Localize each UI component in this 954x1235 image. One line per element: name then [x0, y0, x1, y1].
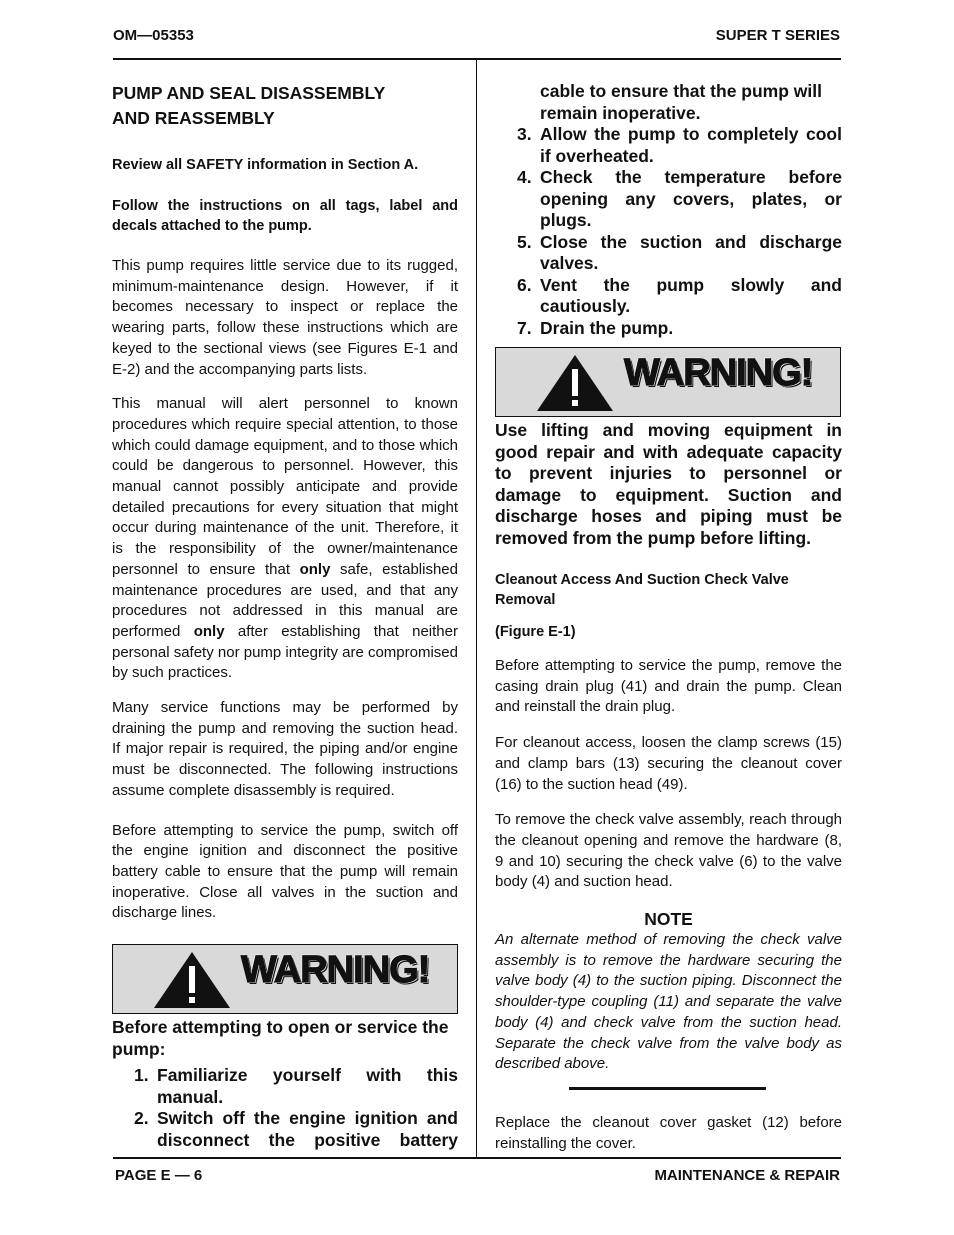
list-item [517, 232, 842, 275]
step-number: 1. [134, 1065, 149, 1086]
footer-rule [113, 1157, 841, 1159]
list-item [134, 1065, 458, 1108]
lifting-warning-text: Use lifting and moving equipment in good repair and with adequate capacity to prevent injuries to personnel or damage to equipment. Suction and discharge hoses and piping must be removed from the pump before lifting. [495, 420, 842, 548]
figure-reference: (Figure E-1) [495, 624, 576, 640]
step-number: 7. [517, 317, 532, 338]
step-number: 5. [517, 231, 532, 252]
warning-triangle-icon [536, 354, 614, 412]
step-2-continuation [495, 81, 842, 124]
chapter-title: MAINTENANCE & REPAIR [654, 1167, 840, 1184]
warning-banner-right [495, 347, 841, 417]
cleanout-paragraph: For cleanout access, loosen the clamp screws (15) and clamp bars (13) securing the cleanout cover (16) to the suction head (49). [495, 734, 842, 793]
warning-triangle-icon [153, 951, 231, 1009]
drain-paragraph: Before attempting to service the pump, remove the casing drain plug (41) and drain the pump. Clean and reinstall the drain plug. [495, 657, 842, 716]
note-end-rule [569, 1087, 766, 1090]
series-title: SUPER T SERIES [715, 27, 840, 44]
responsibility-paragraph [112, 394, 458, 684]
step-text: Familiarize yourself with this manual. [157, 1065, 458, 1107]
review-safety-note: Review all SAFETY information in Section A. [112, 157, 419, 173]
section-title-line-1: PUMP AND SEAL DISASSEMBLY [112, 83, 386, 103]
step-text: Close the suction and discharge valves. [540, 231, 842, 273]
responsibility-text-2: safe, established maintenance procedures are used, and that any procedures not addressed in this manual are performed [112, 560, 458, 640]
responsibility-text-3: after establishing that neither personal safety nor pump integrity are compromised by such practices. [112, 622, 458, 682]
step-number: 6. [517, 274, 532, 295]
right-column [495, 81, 842, 1154]
column-divider [476, 60, 477, 1157]
precaution-steps-right [517, 124, 842, 339]
follow-instructions-note: Follow the instructions on all tags, label and decals attached to the pump. [112, 198, 458, 234]
header-rule [113, 58, 841, 60]
step-number: 2. [134, 1108, 149, 1129]
note-title: NOTE [644, 909, 693, 930]
step-text: Vent the pump slowly and cautiously. [540, 274, 842, 316]
left-column [112, 81, 458, 1151]
intro-paragraph: This pump requires little service due to its rugged, minimum-maintenance design. However, if it becomes necessary to inspect or replace the wearing parts, follow these instructions which are keyed to the sectional views (see Figures E-1 and E-2) and the accompanying parts lists. [112, 257, 458, 378]
step-text: Switch off the engine ignition and disconnect the positive battery [157, 1108, 458, 1150]
step-text: Allow the pump to completely cool if overheated. [540, 124, 842, 166]
list-item [517, 318, 842, 340]
list-item [517, 275, 842, 318]
section-title-line-2: AND REASSEMBLY [112, 108, 275, 128]
check-valve-paragraph: To remove the check valve assembly, reach through the cleanout opening and remove the hardware (8, 9 and 10) securing the check valve (6) to the valve body (4) and suction head. [495, 811, 842, 891]
step-text: cable to ensure that the pump will remain inoperative. [540, 81, 822, 123]
step-number: 4. [517, 167, 532, 187]
page-number: PAGE E — 6 [115, 1167, 203, 1184]
document-code: OM—05353 [113, 27, 194, 44]
responsibility-text-1: This manual will alert personnel to known procedures which require special attention, to those which could damage equipment, and to those which could be dangerous to personnel. However, this manual cannot possibly anticipate and provide detailed precautions for every situation that might occur during maintenance of the unit. Therefore, it is the responsibility of the owner/maintenance personnel to ensure that [112, 395, 458, 578]
service-functions-paragraph: Many service functions may be performed by draining the pump and removing the suction head. If major repair is required, the piping and/or engine must be disconnected. The following instructions assume complete disassembly is required. [112, 699, 458, 799]
warning-label-right: WARNING! [624, 352, 813, 394]
precaution-steps-left [134, 1065, 458, 1151]
list-item [517, 124, 842, 167]
warning-banner-left [112, 944, 458, 1014]
step-text: Drain the pump. [540, 317, 674, 338]
step-text: Check the temperature before opening any covers, plates, or plugs. [540, 167, 842, 230]
step-number: 3. [517, 124, 532, 144]
responsibility-emphasis-1: only [299, 560, 331, 578]
list-item [517, 167, 842, 232]
subsection-title: Cleanout Access And Suction Check Valve Removal [495, 572, 789, 608]
responsibility-emphasis-2: only [193, 622, 225, 640]
list-item [134, 1108, 458, 1151]
warning-label-left: WARNING! [241, 949, 430, 992]
section-title [112, 81, 458, 131]
note-body: An alternate method of removing the check valve assembly is to remove the hardware securing the valve body (4) to the suction piping. Disconnect the shoulder-type coupling (11) and separate the valve body (4) and check valve from the suction head. Separate the check valve from the valve body as described above. [495, 931, 842, 1073]
warning-intro: Before attempting to open or service the pump: [112, 1017, 449, 1059]
before-service-paragraph: Before attempting to service the pump, switch off the engine ignition and disconnect the positive battery cable to ensure that the pump will remain inoperative. Close all valves in the suction and discharge lines. [112, 821, 458, 922]
gasket-paragraph: Replace the cleanout cover gasket (12) before reinstalling the cover. [495, 1113, 842, 1152]
